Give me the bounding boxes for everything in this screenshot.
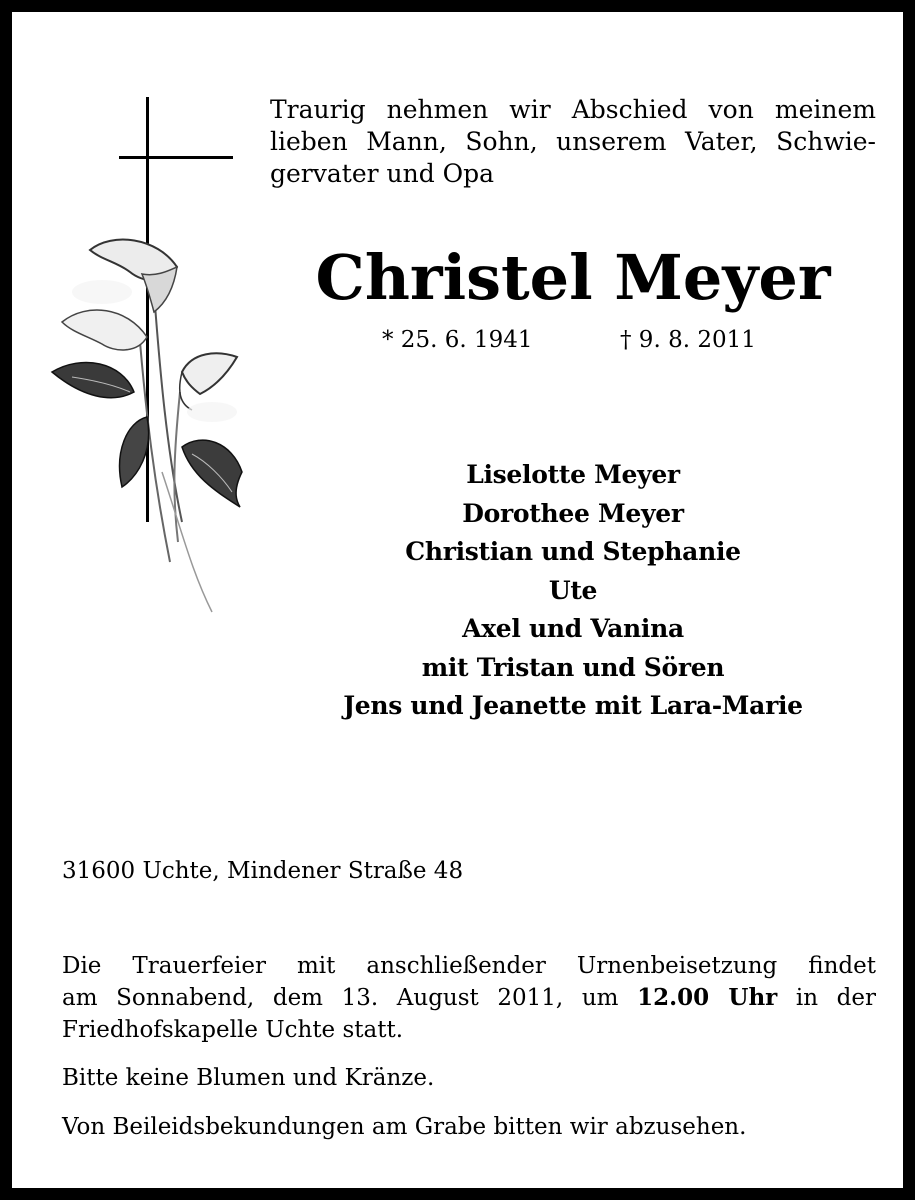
death-date: † 9. 8. 2011: [620, 327, 756, 353]
family-member: Christian und Stephanie: [405, 537, 741, 566]
funeral-line: Friedhofskapelle Uchte statt.: [62, 1017, 404, 1043]
family-member: Jens und Jeanette mit Lara-Marie: [343, 691, 803, 720]
deceased-name: Christel Meyer: [315, 241, 831, 314]
birth-date: * 25. 6. 1941: [382, 327, 533, 353]
family-member: mit Tristan und Sören: [421, 652, 725, 682]
intro-line: gervater und Opa: [270, 159, 495, 188]
funeral-line: [62, 982, 876, 1014]
intro-line: Traurig nehmen wir Abschied von meinem: [270, 95, 876, 124]
cross-with-calla-lilies-icon: [42, 92, 262, 632]
family-member: Ute: [548, 575, 598, 605]
funeral-line-text: in der: [777, 985, 876, 1011]
funeral-details: [62, 950, 876, 1046]
life-dates: [270, 324, 876, 356]
family-member: Dorothee Meyer: [462, 498, 684, 528]
no-condolences-note: Von Beileidsbekundungen am Grabe bitten wir abzusehen.: [62, 1114, 747, 1140]
funeral-line: Die Trauerfeier mit anschließender Urnenbeisetzung findet: [62, 953, 876, 979]
family-member: Liselotte Meyer: [466, 460, 680, 489]
intro-text: [270, 94, 876, 190]
no-flowers-note: Bitte keine Blumen und Kränze.: [62, 1065, 435, 1091]
mourning-address: 31600 Uchte, Mindener Straße 48: [62, 858, 464, 884]
family-list: [270, 456, 876, 726]
funeral-time: 12.00 Uhr: [637, 984, 778, 1011]
intro-line: lieben Mann, Sohn, unserem Vater, Schwie-: [270, 127, 876, 156]
funeral-line-text: am Sonnabend, dem 13. August 2011, um: [62, 985, 638, 1011]
family-member: Axel und Vanina: [462, 614, 684, 643]
